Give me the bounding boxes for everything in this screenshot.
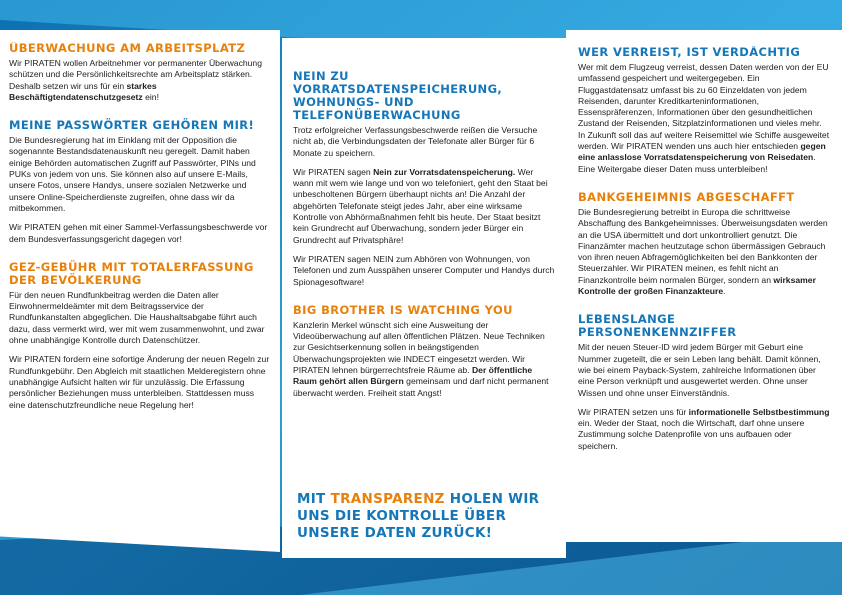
slogan-text: MIT — [297, 491, 331, 507]
text: Wir PIRATEN sagen — [293, 166, 374, 177]
column-left — [9, 42, 270, 542]
paragraph: Wir PIRATEN gehen mit einer Sammel-Verfassungsbeschwerde vor dem Bundesverfassungsgericht dagegen vor! — [9, 222, 268, 244]
heading-bank-secrecy: BANKGEHEIMNIS ABGESCHAFFT — [578, 189, 795, 204]
column-right — [578, 46, 831, 536]
heading-personal-id: LEBENSLANGE PERSONENKENNZIFFER — [578, 312, 737, 340]
text: Wer wann mit wem wie lange und von wo telefoniert, geht den Staat bei unbescholtenen Bürgern überhaupt nichts an! Die Anzahl der abgehörten Telefonate steigt jedes Jahr, aber eine wirksame Kontrolle von Abhörmaßnahmen fehlt bis heute. Der Staat besitzt kein Grundrecht auf Überwachung, sondern jeder Bürger ein Grundrecht auf Privatsphäre! — [293, 166, 548, 245]
heading-big-brother: BIG BROTHER IS WATCHING YOU — [293, 302, 513, 317]
paragraph: Wir PIRATEN fordern eine sofortige Änderung der neuen Regeln zur Rundfunkgebühr. Den Abgleich mit staatlichen Melderegistern ohne unabhängige Aufsicht halten wir für unzulässig. Die Erfassung persönlicher Beziehungen muss unterbleiben. Stattdessen muss eine datenschutzfreundliche neue Regelung her! — [9, 354, 270, 410]
paragraph: Wir PIRATEN sagen NEIN zum Abhören von Wohnungen, von Telefonen und zum Ausspähen unserer Computer und Handys durch Spionagesoftware! — [293, 253, 555, 287]
text: Kanzlerin Merkel wünscht sich eine Ausweitung der Videoüberwachung auf allen öffentlichen Plätzen. Neue Techniken zur Gesichtserkennung sollen in beängstigenden Überwachungsprojekten wie INDECT eingesetzt werden. Wir PIRATEN lehnen bürgerrechtsfreie Räume ab. — [293, 319, 545, 376]
heading-gez: GEZ-GEBÜHR MIT TOTALERFASSUNG DER BEVÖLKERUNG — [9, 259, 254, 287]
heading-workplace-surveillance: ÜBERWACHUNG AM ARBEITSPLATZ — [9, 42, 246, 55]
emphasis: Der öffentliche Raum gehört allen Bürgern — [293, 365, 533, 387]
paragraph — [293, 167, 555, 246]
paragraph: Für den neuen Rundfunkbeitrag werden die Daten aller Einwohnermeldeämter mit dem Beitragsservice der Rundfunkanstalten abgeglichen. Die Haushaltsabgabe führt auch dazu, dass vermerkt wird, wer mit wem zusammenwohnt, und zwar ohne unabhängige Kontrolle durch Datenschützer. — [9, 289, 265, 346]
emphasis: wirksamer Kontrolle der großen Finanzakteure — [578, 274, 816, 297]
text: . — [723, 286, 726, 297]
emphasis: Nein zur Vorratsdatenspeicherung. — [373, 166, 516, 177]
paragraph — [293, 320, 555, 399]
text: Wir PIRATEN wollen Arbeitnehmer vor permanenter Überwachung schützen und die Persönlichkeitsrechte am Arbeitsplatz stärken. Deshalb setzen wir uns für ein — [9, 58, 262, 91]
paragraph: Mit der neuen Steuer-ID wird jedem Bürger mit Geburt eine Nummer zugeteilt, die er sein Leben lang behält. Damit können, wie bei einem Payback-System, zahlreiche Informationen über eine Person verknüpft und ausgewertet werden. Ohne unser Wissen und ohne unser Einverständnis. — [578, 342, 821, 398]
slogan-text: HOLEN WIR UNS DIE KONTROLLE ÜBER UNSERE DATEN ZURÜCK! — [297, 491, 540, 541]
paragraph — [578, 407, 831, 452]
heading-data-retention: NEIN ZU VORRATSDATENSPEICHERUNG, WOHNUNGS- UND TELEFONÜBERWACHUNG — [293, 70, 503, 122]
paragraph — [9, 58, 270, 103]
text: . Eine Weitergabe dieser Daten muss unterbleiben! — [578, 152, 816, 174]
heading-travel: WER VERREIST, IST VERDÄCHTIG — [578, 46, 801, 59]
slogan — [297, 491, 555, 542]
text: ein! — [142, 91, 159, 102]
paragraph: Trotz erfolgreicher Verfassungsbeschwerde reißen die Versuche nicht ab, die Verbindungsdaten der Telefonate aller Bürger für 6 Monate zu speichern. — [293, 125, 538, 158]
column-middle — [293, 70, 555, 550]
paragraph: Die Bundesregierung hat im Einklang mit der Opposition die sogenannte Bestandsdatenauskunft neu geregelt. Damit haben einige Behörden automatischen Zugriff auf Passwörter, PINs und PUKs von jedem von uns. Sie können also auf unsere E-Mails, unsere Fotos, unsere Handys, unsere sozialen Netzwerke und unsere Online-Speicherdienste zugreifen, ohne dass wir da mitbekommen. — [9, 135, 256, 213]
emphasis: informationelle Selbstbestimmung — [688, 406, 830, 417]
paragraph — [578, 62, 831, 175]
emphasis: gegen eine anlasslose Vorratsdatenspeicherung von Reisedaten — [578, 141, 826, 163]
paragraph — [578, 207, 831, 297]
heading-passwords: MEINE PASSWÖRTER GEHÖREN MIR! — [9, 118, 255, 133]
text: Die Bundesregierung betreibt in Europa die schrittweise Abschaffung des Bankgeheimnisses. Überweisungsdaten werden an die USA übermittelt und dort unkontrolliert genutzt. Die Finanzämter machen heutzutage schon übermässigen Gebrauch von ihren neuen Abfragemöglichkeiten bei den Bankkonten der Steuerzahler. Wir PIRATEN meinen, es fehlt nicht an Finanzkontrolle beim normalen Bürger, sondern an — [578, 206, 828, 285]
text: Wer mit dem Flugzeug verreist, dessen Daten werden von der EU umfassend gespeichert und weitergegeben. Ein Fluggastdatensatz umfasst bis zu 60 Einzeldaten von jedem Reisenden, darunter Kreditkarteninformationen, Essenspräferenzen, Informationen über den gesundheitlichen Zustand der Reisenden, Sitzplatzinformationen und vieles mehr. In Zukunft soll das auf weitere Reisemittel wie Schiffe ausgeweitet werden. Wir PIRATEN wenden uns auch hier entschieden — [578, 62, 830, 152]
slogan-highlight: TRANSPARENZ — [330, 491, 445, 507]
text: Wir PIRATEN setzen uns für — [578, 406, 689, 417]
text: gemeinsam und darf nicht permanent überwacht werden. Freiheit statt Angst! — [293, 376, 549, 398]
text: ein. Weder der Staat, noch die Wirtschaft, darf ohne unsere Zustimmung solche Datenprofile von uns aufbauen oder speichern. — [578, 418, 805, 451]
emphasis: starkes Beschäftigtendatenschutzgesetz — [9, 80, 157, 102]
